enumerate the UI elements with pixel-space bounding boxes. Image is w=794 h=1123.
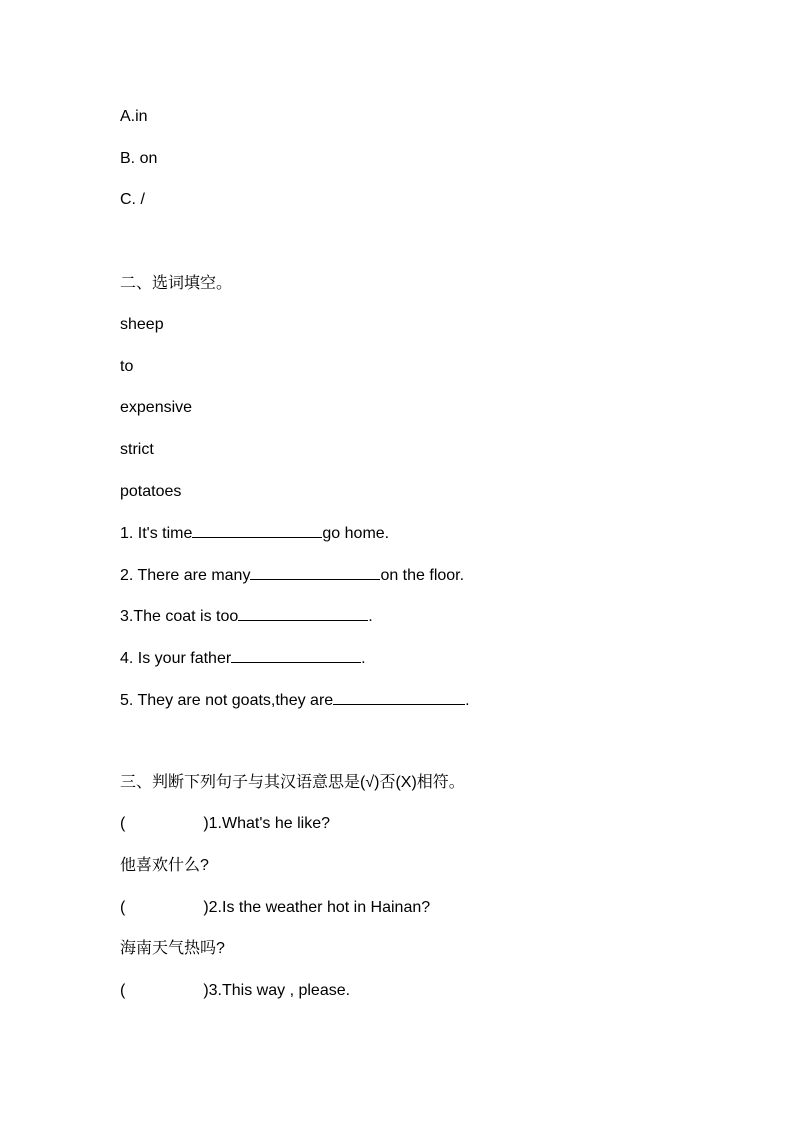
fill-sentence-1 — [120, 523, 389, 544]
word-bank-item: potatoes — [120, 483, 182, 500]
option-c: C. / — [120, 191, 145, 208]
sentence-text: . — [465, 692, 470, 709]
open-paren: ( — [120, 815, 126, 832]
judge-item-2 — [120, 898, 430, 918]
word-bank-item: to — [120, 358, 134, 375]
fill-sentence-2 — [120, 565, 464, 586]
sentence-text: 5. They are not goats,they are — [120, 692, 334, 709]
judge-item-3 — [120, 981, 350, 1001]
answer-blank[interactable] — [333, 690, 465, 705]
judge-sentence: )2.Is the weather hot in Hainan? — [203, 899, 431, 916]
open-paren: ( — [120, 982, 126, 999]
option-a: A.in — [120, 108, 148, 125]
sentence-text: 2. There are many — [120, 567, 251, 584]
sentence-text: . — [368, 608, 373, 625]
sentence-text: . — [361, 650, 366, 667]
judge-item-1 — [120, 814, 330, 834]
fill-sentence-4 — [120, 648, 366, 669]
section2-heading: 二、选词填空。 — [120, 275, 233, 292]
word-bank-item: strict — [120, 441, 154, 458]
answer-blank[interactable] — [238, 606, 368, 621]
sentence-text: 4. Is your father — [120, 650, 232, 667]
judge-sentence: )3.This way , please. — [203, 982, 351, 999]
answer-blank[interactable] — [192, 523, 322, 538]
word-bank-item: sheep — [120, 316, 164, 333]
fill-sentence-3 — [120, 606, 373, 627]
sentence-text: go home. — [322, 525, 390, 542]
option-b: B. on — [120, 150, 158, 167]
sentence-text: 1. It's time — [120, 525, 193, 542]
answer-blank[interactable] — [250, 565, 380, 580]
sentence-text: 3.The coat is too — [120, 608, 239, 625]
judge-sentence: )1.What's he like? — [203, 815, 330, 832]
open-paren: ( — [120, 899, 126, 916]
sentence-text: on the floor. — [380, 567, 465, 584]
judge-translation-2: 海南天气热吗? — [120, 940, 225, 957]
word-bank-item: expensive — [120, 399, 193, 416]
judge-translation-1: 他喜欢什么? — [120, 857, 209, 874]
section3-heading: 三、判断下列句子与其汉语意思是(√)否(X)相符。 — [120, 774, 465, 791]
fill-sentence-5 — [120, 690, 470, 711]
answer-blank[interactable] — [231, 648, 361, 663]
